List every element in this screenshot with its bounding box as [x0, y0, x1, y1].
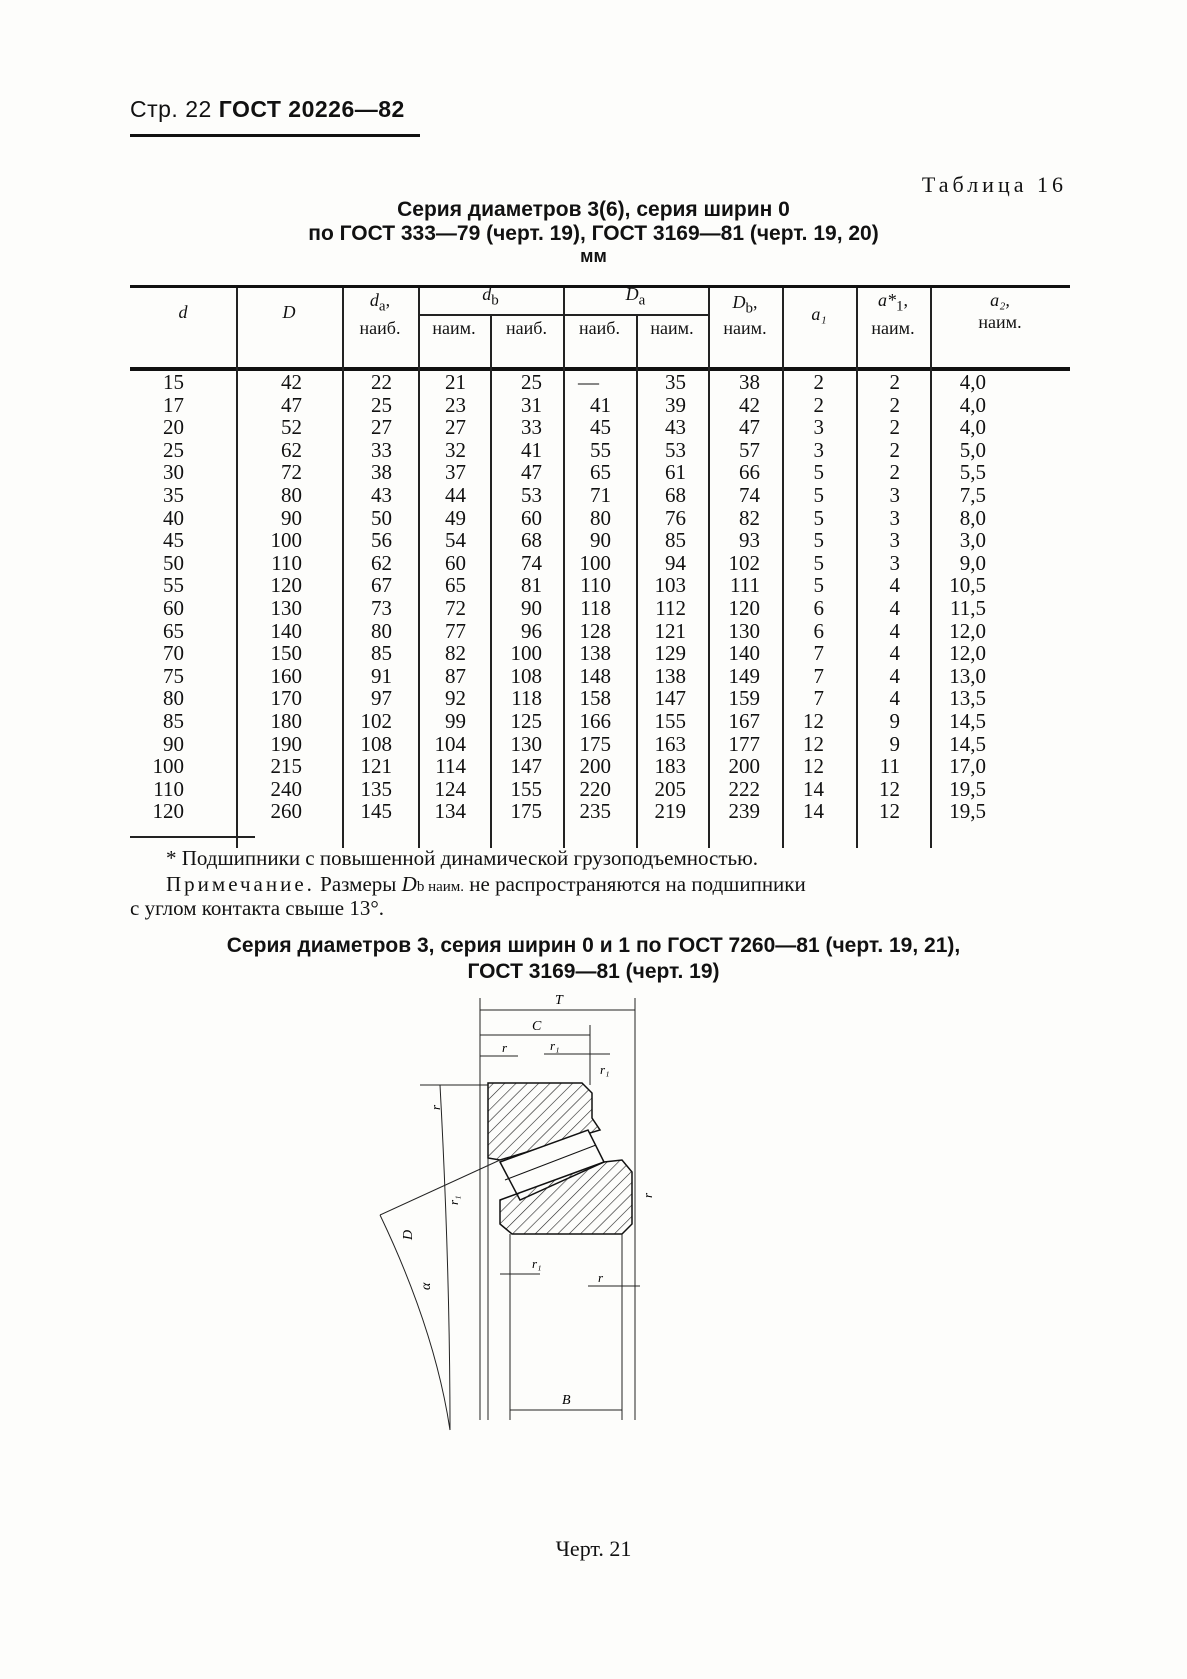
cell-D: 80 [281, 483, 302, 507]
cell-Da_max: — [578, 370, 599, 394]
cell-Da_min: 147 [654, 686, 686, 711]
cell-a1star: 3 [889, 505, 900, 530]
cell-D: 130 [270, 596, 302, 620]
cell-a2: 5,0 [959, 437, 986, 462]
cell-a1star: 4 [889, 686, 900, 711]
label-C: C [532, 1019, 542, 1034]
cell-a1star: 9 [889, 709, 900, 733]
cell-Db_min: 239 [728, 799, 760, 824]
cell-d: 90 [163, 731, 184, 756]
header-rule [130, 134, 420, 137]
cell-d: 100 [152, 754, 184, 779]
cell-a1star: 2 [889, 392, 900, 417]
header-Db: $D_b$, [732, 292, 758, 317]
header-Da-min: наим. [650, 318, 694, 338]
header-a1star-qual: наим. [871, 318, 915, 338]
header-db: $d_b$ [482, 284, 499, 309]
footnote-star: * Подшипники с повышенной динамической грузоподъемностью. [166, 846, 759, 870]
cell-Db_min: 66 [739, 460, 760, 485]
cell-Da_min: 183 [654, 754, 686, 779]
cell-db_min: 114 [435, 754, 466, 779]
cell-D: 47 [281, 392, 302, 417]
cell-db_max: 53 [521, 483, 542, 507]
cell-db_min: 82 [445, 641, 466, 666]
cell-Da_min: 129 [654, 641, 686, 666]
cell-D: 180 [270, 709, 302, 733]
cell-da_max: 25 [371, 392, 392, 417]
cell-db_max: 100 [510, 641, 542, 666]
cell-Da_min: 163 [654, 731, 686, 756]
table-bottom-stub [130, 836, 255, 838]
header-da: $d_a$, [369, 290, 391, 315]
cell-Da_min: 219 [654, 799, 686, 824]
cell-a2: 3,0 [959, 528, 986, 553]
note-label: Примечание. [166, 872, 315, 896]
cell-db_min: 99 [445, 709, 466, 733]
cell-Db_min: 222 [728, 776, 760, 801]
cell-Da_min: 155 [654, 709, 686, 733]
cell-D: 260 [270, 799, 302, 824]
cell-Da_max: 41 [590, 392, 611, 417]
label-r-left: r [428, 1104, 443, 1110]
cell-Da_max: 158 [579, 686, 611, 711]
cell-db_min: 87 [445, 663, 466, 688]
cell-Da_max: 45 [590, 415, 611, 440]
cell-db_max: 175 [510, 799, 542, 824]
cell-D: 240 [270, 776, 302, 801]
label-r-right: r [640, 1192, 655, 1198]
cell-Db_min: 200 [728, 754, 760, 779]
cell-D: 52 [281, 415, 302, 440]
cell-Da_min: 94 [665, 550, 686, 575]
cell-Da_max: 175 [579, 731, 611, 756]
cell-a1star: 12 [879, 799, 900, 824]
cell-a1star: 11 [879, 754, 900, 779]
cell-Da_max: 65 [590, 460, 611, 485]
cell-Da_min: 85 [665, 528, 686, 553]
cell-db_max: 90 [521, 596, 542, 620]
cell-da_max: 43 [371, 483, 392, 507]
cell-d: 120 [152, 799, 184, 824]
cell-db_max: 147 [510, 754, 542, 779]
cell-D: 140 [270, 618, 302, 643]
table-caption-unit: мм [580, 246, 607, 266]
header-Da-max: наиб. [579, 318, 620, 338]
cell-D: 170 [270, 686, 302, 711]
header-a2: a₂, [990, 290, 1010, 310]
cell-da_max: 121 [360, 754, 392, 779]
note-symbol: D [401, 872, 417, 896]
cell-a1: 3 [813, 415, 824, 440]
cell-Db_min: 82 [739, 505, 760, 530]
cell-a1: 12 [803, 754, 824, 779]
cell-Db_min: 140 [728, 641, 760, 666]
cell-db_max: 47 [521, 460, 542, 485]
cell-a1star: 4 [889, 596, 900, 620]
cell-Db_min: 74 [739, 483, 760, 507]
page-number: Стр. 22 [130, 96, 212, 122]
cell-db_max: 155 [510, 776, 542, 801]
cell-Db_min: 102 [728, 550, 760, 575]
footnote-note-cont: с углом контакта свыше 13°. [130, 896, 385, 920]
header-a2-qual: наим. [978, 312, 1022, 332]
cell-Db_min: 57 [739, 437, 760, 462]
cell-Da_max: 200 [579, 754, 611, 779]
footnote-note [166, 872, 1071, 897]
cell-db_max: 25 [521, 370, 542, 394]
cell-a2: 14,5 [949, 731, 986, 756]
cell-a2: 13,0 [949, 663, 986, 688]
cell-a1: 5 [813, 505, 824, 530]
cell-d: 60 [163, 596, 184, 620]
cell-Db_min: 42 [739, 392, 760, 417]
table-caption-line1: Серия диаметров 3(6), серия ширин 0 [397, 198, 790, 221]
cell-a2: 4,0 [959, 392, 986, 417]
cell-Db_min: 167 [728, 709, 760, 733]
cell-a2: 19,5 [949, 799, 986, 824]
cell-da_max: 62 [371, 550, 392, 575]
cell-Da_min: 61 [665, 460, 686, 485]
cell-db_max: 118 [511, 686, 542, 711]
cell-D: 62 [281, 437, 302, 462]
label-r1-top: r₁ [550, 1038, 560, 1053]
cell-a1: 6 [813, 596, 824, 620]
label-r-top: r [502, 1040, 508, 1055]
cell-db_min: 92 [445, 686, 466, 711]
cell-a1: 12 [803, 709, 824, 733]
cell-Da_min: 76 [665, 505, 686, 530]
section-caption-line1: Серия диаметров 3, серия ширин 0 и 1 по ГОСТ 7260—81 (черт. 19, 21), [226, 934, 961, 957]
cell-Db_min: 93 [739, 528, 760, 553]
cell-da_max: 73 [371, 596, 392, 620]
cell-a2: 5,5 [959, 460, 986, 485]
cell-da_max: 108 [360, 731, 392, 756]
label-D: D [401, 1229, 416, 1240]
cell-Db_min: 177 [728, 731, 760, 756]
cell-a1: 2 [813, 370, 824, 394]
cell-a1star: 3 [889, 483, 900, 507]
cell-da_max: 91 [371, 663, 392, 688]
cell-D: 190 [270, 731, 302, 756]
header-db-min: наим. [432, 318, 476, 338]
cell-a2: 8,0 [959, 505, 986, 530]
cell-da_max: 27 [371, 415, 392, 440]
cell-da_max: 56 [371, 528, 392, 553]
cell-db_min: 65 [445, 573, 466, 598]
note-text-b: не распространяются на подшипники [469, 872, 806, 896]
cell-d: 15 [163, 370, 184, 394]
cell-a2: 7,5 [959, 483, 986, 507]
cell-a1star: 2 [889, 370, 900, 394]
cell-Da_max: 138 [579, 641, 611, 666]
header-d: d [178, 302, 188, 322]
cell-a1: 5 [813, 528, 824, 553]
cell-a1: 5 [813, 573, 824, 598]
cell-d: 65 [163, 618, 184, 643]
cell-Da_min: 205 [654, 776, 686, 801]
header-D: D [282, 302, 296, 322]
cell-d: 20 [163, 415, 184, 440]
cell-Da_min: 43 [665, 415, 686, 440]
cell-a1star: 4 [889, 663, 900, 688]
section-caption-line2: ГОСТ 3169—81 (черт. 19) [467, 960, 720, 983]
cell-D: 215 [270, 754, 302, 779]
cell-da_max: 102 [360, 709, 392, 733]
cell-d: 110 [153, 776, 184, 801]
cell-d: 35 [163, 483, 184, 507]
cell-d: 50 [163, 550, 184, 575]
cell-a1: 12 [803, 731, 824, 756]
cell-a1: 5 [813, 460, 824, 485]
cell-a1star: 4 [889, 618, 900, 643]
cell-a2: 12,0 [949, 641, 986, 666]
cell-da_max: 38 [371, 460, 392, 485]
cell-D: 42 [281, 370, 302, 394]
cell-db_min: 134 [434, 799, 466, 824]
cell-Db_min: 130 [728, 618, 760, 643]
cell-Da_min: 138 [654, 663, 686, 688]
label-r1-bottom: r₁ [532, 1256, 542, 1271]
bearing-drawing [360, 990, 700, 1440]
cell-db_max: 81 [521, 573, 542, 598]
cell-a1: 2 [813, 392, 824, 417]
header-a1: a₁ [811, 304, 827, 324]
cell-d: 85 [163, 709, 184, 733]
cell-db_max: 130 [510, 731, 542, 756]
cell-db_min: 32 [445, 437, 466, 462]
cell-db_max: 108 [510, 663, 542, 688]
cell-da_max: 145 [360, 799, 392, 824]
cell-db_min: 23 [445, 392, 466, 417]
header-da-qual: наиб. [359, 318, 401, 338]
table-label: Таблица 16 [921, 172, 1067, 197]
cell-a1star: 2 [889, 437, 900, 462]
label-B: B [562, 1393, 571, 1408]
cell-D: 90 [281, 505, 302, 530]
Da-subrule [563, 314, 708, 316]
cell-a1star: 4 [889, 573, 900, 598]
cell-a2: 11,5 [950, 596, 986, 620]
cell-d: 25 [163, 437, 184, 462]
cell-Da_min: 39 [665, 392, 686, 417]
cell-Db_min: 120 [728, 596, 760, 620]
cell-Da_max: 235 [579, 799, 611, 824]
cell-D: 120 [270, 573, 302, 598]
cell-db_max: 60 [521, 505, 542, 530]
label-r-bottom: r [598, 1270, 604, 1285]
cell-Da_max: 148 [579, 663, 611, 688]
cell-db_max: 33 [521, 415, 542, 440]
cell-db_min: 60 [445, 550, 466, 575]
cell-da_max: 67 [371, 573, 392, 598]
cell-da_max: 50 [371, 505, 392, 530]
cell-db_min: 54 [445, 528, 466, 553]
cell-d: 80 [163, 686, 184, 711]
cell-d: 55 [163, 573, 184, 598]
cell-a1star: 3 [889, 528, 900, 553]
note-text-a: Размеры [320, 872, 397, 896]
cell-D: 110 [271, 550, 302, 575]
cell-d: 75 [163, 663, 184, 688]
cell-db_max: 125 [510, 709, 542, 733]
cell-db_max: 41 [521, 437, 542, 462]
standard-number: ГОСТ 20226—82 [218, 96, 405, 122]
cell-db_min: 44 [445, 483, 466, 507]
cell-Da_max: 90 [590, 528, 611, 553]
cell-Da_max: 110 [580, 573, 611, 598]
cell-da_max: 22 [371, 370, 392, 394]
cell-a1: 14 [803, 799, 824, 824]
cell-D: 160 [270, 663, 302, 688]
cell-a1: 5 [813, 550, 824, 575]
cell-a2: 17,0 [949, 754, 986, 779]
db-subrule [418, 314, 563, 316]
cell-Da_min: 121 [654, 618, 686, 643]
cell-Db_min: 111 [730, 573, 760, 598]
cell-db_min: 104 [434, 731, 466, 756]
cell-db_max: 68 [521, 528, 542, 553]
cell-Da_max: 166 [579, 709, 611, 733]
label-r1-left: r₁ [446, 1195, 461, 1205]
cell-Db_min: 149 [728, 663, 760, 688]
header-a1star: $a*_1$, [878, 290, 908, 315]
cell-da_max: 33 [371, 437, 392, 462]
cell-a1: 7 [813, 663, 824, 688]
page-header [130, 96, 405, 123]
cell-db_min: 27 [445, 415, 466, 440]
cell-db_max: 96 [521, 618, 542, 643]
cell-Db_min: 159 [728, 686, 760, 711]
cell-da_max: 80 [371, 618, 392, 643]
cell-Da_min: 112 [655, 596, 686, 620]
cell-d: 40 [163, 505, 184, 530]
cell-a1: 7 [813, 641, 824, 666]
cell-a2: 4,0 [959, 415, 986, 440]
cell-Da_max: 55 [590, 437, 611, 462]
cell-a2: 4,0 [959, 370, 986, 394]
cell-db_min: 21 [445, 370, 466, 394]
cell-Da_max: 80 [590, 505, 611, 530]
cell-Db_min: 47 [739, 415, 760, 440]
cell-Da_min: 68 [665, 483, 686, 507]
cell-db_min: 77 [445, 618, 466, 643]
cell-a2: 14,5 [949, 709, 986, 733]
cell-Da_min: 35 [665, 370, 686, 394]
cell-a1star: 4 [889, 641, 900, 666]
cell-d: 45 [163, 528, 184, 553]
cell-a1: 14 [803, 776, 824, 801]
cell-Da_min: 53 [665, 437, 686, 462]
cell-D: 100 [270, 528, 302, 553]
cell-Da_max: 100 [579, 550, 611, 575]
cell-Da_max: 128 [579, 618, 611, 643]
cell-d: 17 [163, 392, 184, 417]
cell-Da_min: 103 [654, 573, 686, 598]
cell-a2: 12,0 [949, 618, 986, 643]
cell-a1star: 2 [889, 415, 900, 440]
cell-d: 70 [163, 641, 184, 666]
cell-a2: 19,5 [949, 776, 986, 801]
cell-a2: 9,0 [959, 550, 986, 575]
label-T: T [555, 993, 563, 1008]
header-Db-qual: наим. [723, 318, 767, 338]
cell-D: 150 [270, 641, 302, 666]
label-r1-side: r₁ [600, 1062, 610, 1077]
cell-d: 30 [163, 460, 184, 485]
cell-a1star: 2 [889, 460, 900, 485]
cell-a1: 3 [813, 437, 824, 462]
cell-da_max: 97 [371, 686, 392, 711]
cell-db_min: 37 [445, 460, 466, 485]
cell-a1: 7 [813, 686, 824, 711]
label-alpha: α [419, 1282, 434, 1290]
cell-da_max: 85 [371, 641, 392, 666]
cell-db_min: 72 [445, 596, 466, 620]
table-caption-line2: по ГОСТ 333—79 (черт. 19), ГОСТ 3169—81 (черт. 19, 20) [308, 222, 879, 245]
cell-a1: 5 [813, 483, 824, 507]
cell-Da_max: 71 [590, 483, 611, 507]
note-sub: b наим. [416, 879, 465, 895]
cell-a2: 10,5 [949, 573, 986, 598]
cell-D: 72 [281, 460, 302, 485]
cell-a1star: 9 [889, 731, 900, 756]
cell-a1star: 3 [889, 550, 900, 575]
cell-Da_max: 220 [579, 776, 611, 801]
cell-da_max: 135 [360, 776, 392, 801]
cell-db_min: 124 [434, 776, 466, 801]
cell-Db_min: 38 [739, 370, 760, 394]
cell-db_max: 74 [521, 550, 542, 575]
figure-caption: Черт. 21 [555, 1536, 632, 1561]
cell-a2: 13,5 [949, 686, 986, 711]
cell-db_min: 49 [445, 505, 466, 530]
cell-a1: 6 [813, 618, 824, 643]
header-Da: $D_a$ [625, 284, 646, 309]
header-db-max: наиб. [506, 318, 547, 338]
cell-a1star: 12 [879, 776, 900, 801]
cell-db_max: 31 [521, 392, 542, 417]
cell-Da_max: 118 [580, 596, 611, 620]
